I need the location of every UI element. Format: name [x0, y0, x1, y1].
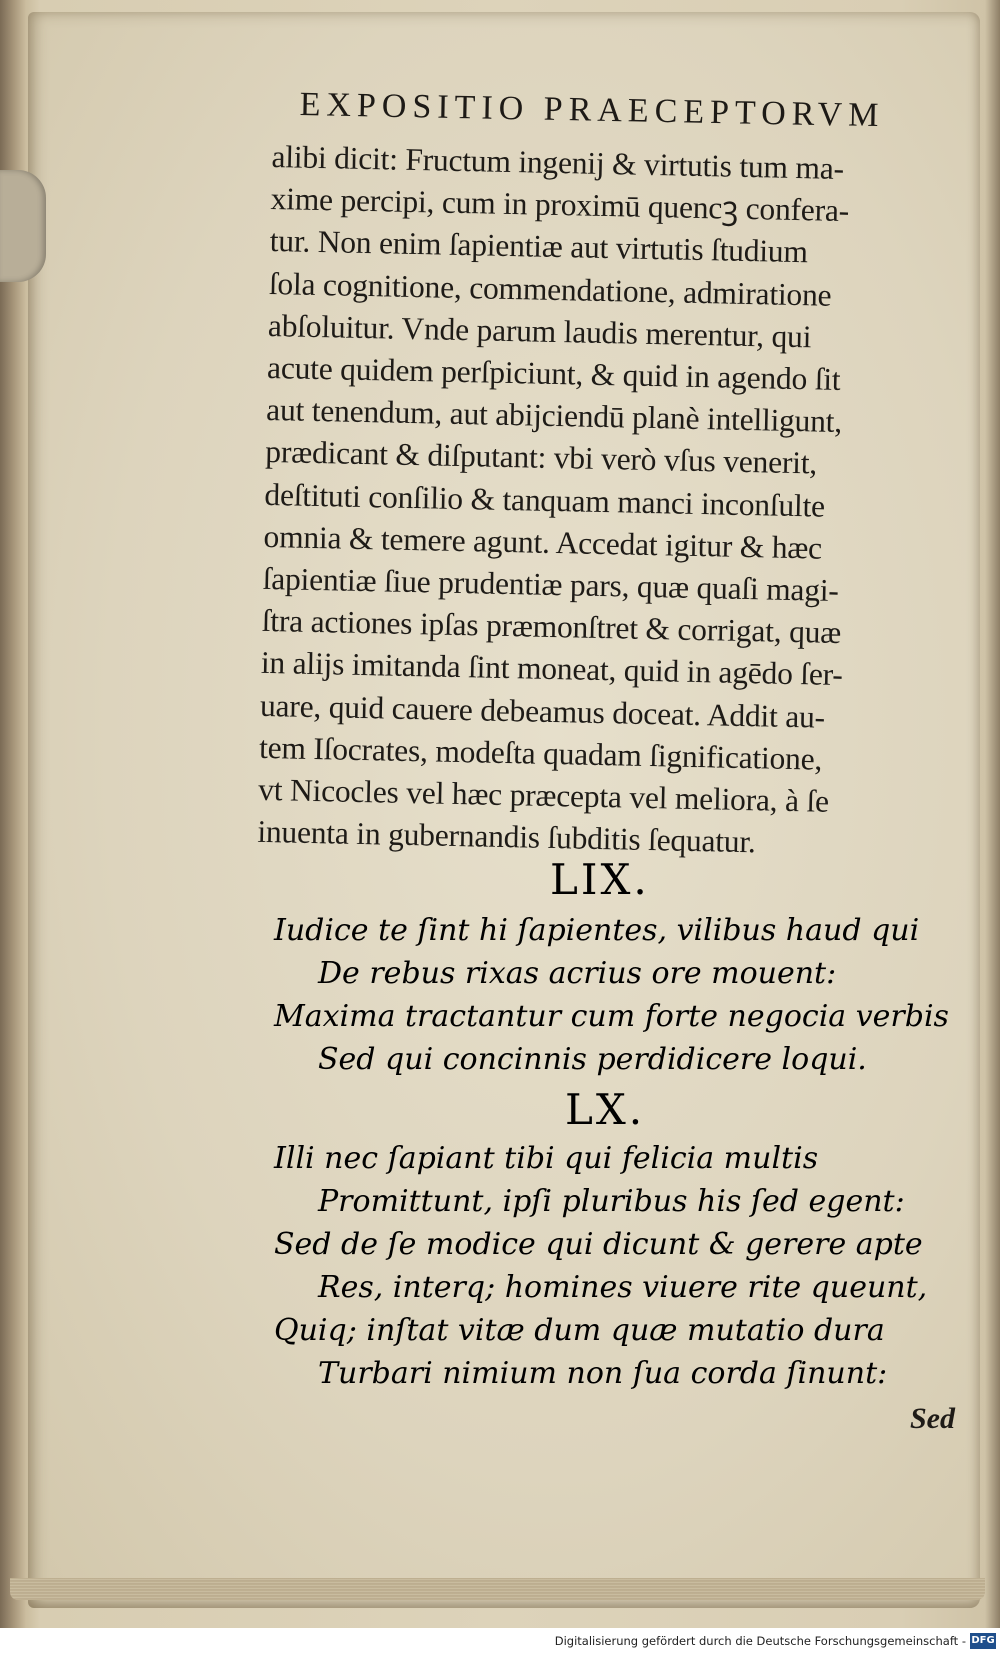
- page-edges: [10, 1578, 985, 1600]
- prose-line: vt Nicocles vel hæc præcepta vel meliora, à ſe: [257, 771, 830, 819]
- prose-line: prædicant & diſputant: vbi verò vſus venerit,: [265, 434, 818, 481]
- verse-line: Quiq; inſtat vitæ dum quæ mutatio dura: [274, 1313, 885, 1348]
- prose-block: [257, 136, 962, 860]
- verse-block-lx: [274, 1137, 927, 1395]
- running-head: EXPOSITIO PRAECEPTORVM: [299, 86, 885, 135]
- catchword: Sed: [910, 1402, 955, 1435]
- section-heading-lx: LX.: [565, 1085, 646, 1134]
- footer-credit: Digitalisierung gefördert durch die Deutsche Forschungsgemeinschaft -: [554, 1634, 966, 1648]
- verse-line: Sed de ſe modice qui dicunt & gerere apte: [274, 1227, 923, 1262]
- prose-paragraph: [257, 136, 962, 868]
- prose-line: deſtituti conſilio & tanquam manci inconſulte: [264, 476, 826, 524]
- prose-line: ſapientiæ ſiue prudentiæ pars, quæ quaſi magi-: [262, 560, 840, 608]
- section-heading-lix: LIX.: [550, 855, 650, 904]
- verse-line: Illi nec ſapiant tibi qui felicia multis: [274, 1141, 819, 1176]
- verse-line: Res, interq; homines viuere rite queunt,: [318, 1270, 928, 1305]
- footer-bar: [0, 1628, 1000, 1656]
- prose-line: ſtra actiones ipſas præmonſtret & corrigat, quæ: [261, 603, 842, 651]
- prose-line: in alijs imitanda ſint moneat, quid in agēdo ſer-: [260, 645, 844, 693]
- prose-line: alibi dicit: Fructum ingenij & virtutis tum ma-: [271, 138, 845, 186]
- prose-line: abſoluitur. Vnde parum laudis merentur, qui: [267, 307, 812, 355]
- prose-line: inuenta in gubernandis ſubditis ſequatur.: [257, 814, 757, 860]
- prose-line: acute quidem perſpiciunt, & quid in agendo ſit: [266, 349, 841, 397]
- page-clip: [0, 170, 46, 282]
- verse-line: Promittunt, ipſi pluribus his ſed egent:: [318, 1184, 905, 1219]
- prose-line: tem Iſocrates, modeſta quadam ſignificatione,: [258, 729, 823, 777]
- verse-line: Sed qui concinnis perdidicere loqui.: [318, 1042, 867, 1077]
- prose-line: ſola cognitione, commendatione, admiratione: [268, 265, 832, 313]
- prose-line: xime percipi, cum in proximū quencꝫ confera-: [270, 181, 850, 229]
- verse-block-lix: [274, 909, 949, 1081]
- prose-line: uare, quid cauere debeamus doceat. Addit au-: [259, 687, 826, 735]
- dfg-logo: DFG: [970, 1633, 996, 1649]
- verse-line: Maxima tractantur cum forte negocia verbis: [274, 999, 949, 1034]
- prose-line: omnia & temere agunt. Accedat igitur & hæc: [263, 518, 823, 566]
- verse-line: Turbari nimium non ſua corda ſinunt:: [318, 1356, 888, 1391]
- verse-line: De rebus rixas acrius ore mouent:: [318, 956, 837, 991]
- prose-line: aut tenendum, aut abijciendū planè intelligunt,: [265, 392, 843, 440]
- verse-line: Iudice te ſint hi ſapientes, vilibus haud qui: [274, 913, 920, 948]
- prose-line: tur. Non enim ſapientiæ aut virtutis ſtudium: [269, 223, 809, 270]
